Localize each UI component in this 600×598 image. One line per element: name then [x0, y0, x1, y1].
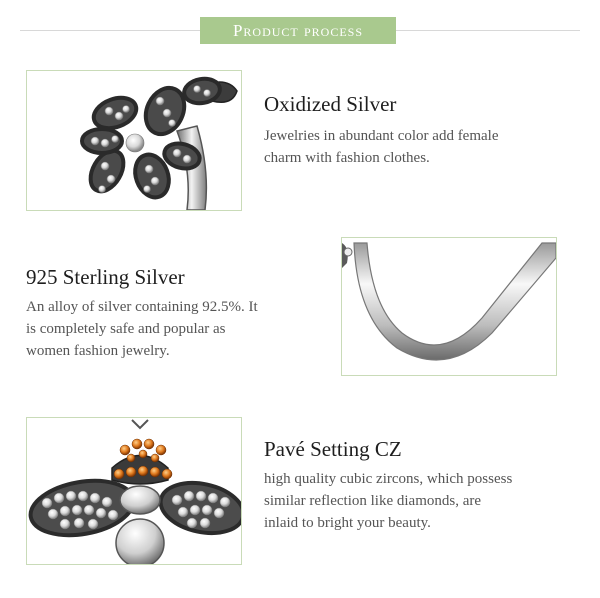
bee-charm-closeup-icon [27, 418, 241, 564]
header-divider-left [20, 30, 200, 31]
desc-line: high quality cubic zircons, which possess [264, 471, 513, 487]
section-title-pave-setting: Pavé Setting CZ [264, 437, 402, 461]
flower-ring-closeup-icon [27, 71, 241, 210]
desc-line: An alloy of silver containing 92.5%. It [26, 299, 258, 315]
section-title-oxidized-silver: Oxidized Silver [264, 92, 397, 116]
header-divider-right [396, 30, 580, 31]
section-desc-sterling-silver [26, 296, 326, 362]
desc-line: Jewelries in abundant color add female [264, 128, 499, 144]
section-desc-oxidized-silver [264, 125, 564, 169]
desc-line: similar reflection like diamonds, are [264, 493, 482, 509]
silver-band-image [341, 237, 557, 376]
section-title-sterling-silver: 925 Sterling Silver [26, 265, 185, 289]
bee-charm-image [26, 417, 242, 565]
desc-line: women fashion jewelry. [26, 343, 170, 359]
section-header-label: Product process [232, 20, 364, 40]
desc-line: is completely safe and popular as [26, 321, 226, 337]
section-desc-pave-setting [264, 468, 564, 534]
flower-ring-image [26, 70, 242, 211]
desc-line: charm with fashion clothes. [264, 150, 430, 166]
desc-line: inlaid to bright your beauty. [264, 515, 431, 531]
silver-band-closeup-icon [342, 238, 556, 375]
section-header-banner [200, 17, 396, 44]
